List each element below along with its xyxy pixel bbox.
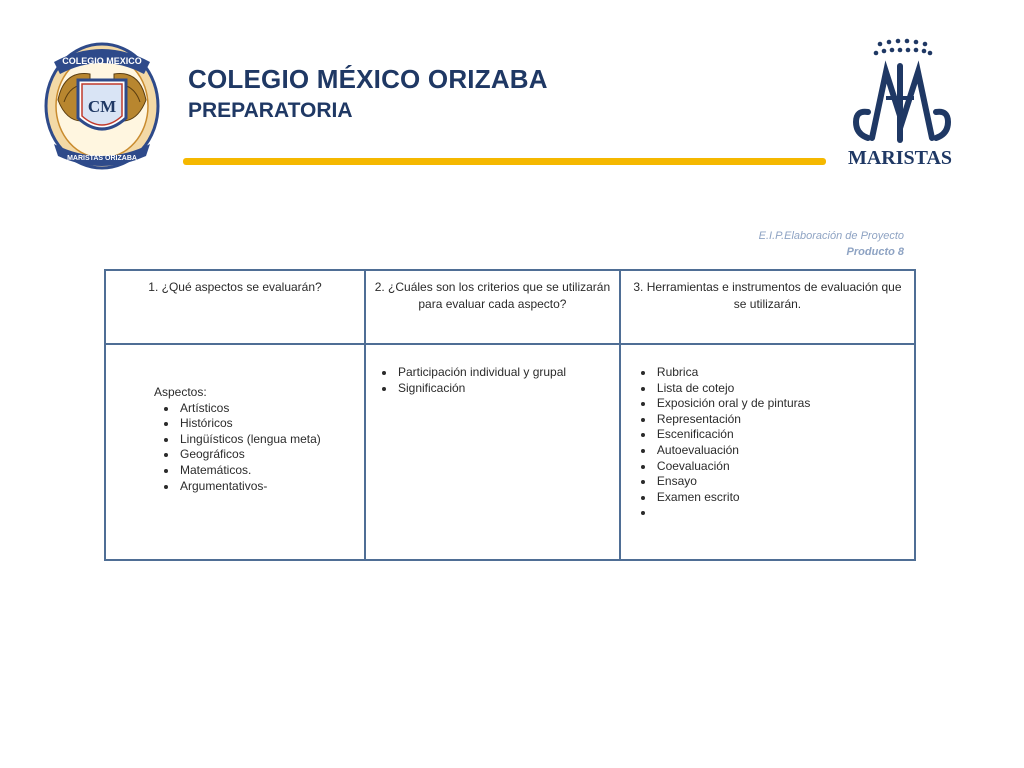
- criteria-list: [374, 365, 611, 396]
- maristas-logo: [842, 38, 966, 172]
- table-header-row: [105, 270, 915, 344]
- list-item: • Significación: [396, 381, 611, 397]
- list-item: • Artísticos: [178, 401, 356, 417]
- list-item: • Participación individual y grupal: [396, 365, 611, 381]
- header-title-block: [188, 64, 548, 124]
- list-item: [655, 505, 906, 521]
- header-cell-aspects: 1. ¿Qué aspectos se evaluarán?: [105, 270, 365, 344]
- list-item: • Ensayo: [655, 474, 906, 490]
- evaluation-table: [104, 269, 916, 561]
- document-header-line1: E.I.P.Elaboración de Proyecto: [758, 230, 904, 242]
- list-item: • Representación: [655, 412, 906, 428]
- list-item: • Geográficos: [178, 447, 356, 463]
- list-item: • Rubrica: [655, 365, 906, 381]
- document-header: [759, 228, 904, 260]
- cell-instruments: [620, 344, 915, 560]
- colegio-mexico-crest-logo: [44, 40, 160, 170]
- list-item: • Examen escrito: [655, 490, 906, 506]
- header-cell-instruments: 3. Herramientas e instrumentos de evaluación que se utilizarán.: [620, 270, 915, 344]
- instruments-list: [629, 365, 906, 521]
- title-underline-rule: [183, 158, 826, 165]
- list-item: • Históricos: [178, 416, 356, 432]
- list-item: • Exposición oral y de pinturas: [655, 396, 906, 412]
- aspects-intro: Aspectos:: [154, 385, 207, 399]
- svg-text:COLEGIO MEXICO: COLEGIO MEXICO: [62, 56, 142, 66]
- cell-aspects: [105, 344, 365, 560]
- svg-text:MARISTAS: MARISTAS: [847, 147, 953, 169]
- list-item: • Lista de cotejo: [655, 381, 906, 397]
- svg-text:MARISTAS ORIZABA: MARISTAS ORIZABA: [67, 155, 137, 162]
- table-row: [105, 344, 915, 560]
- list-item: • Lingüísticos (lengua meta): [178, 432, 356, 448]
- header-cell-criteria: 2. ¿Cuáles son los criterios que se utilizarán para evaluar cada aspecto?: [365, 270, 620, 344]
- aspects-list: [154, 401, 356, 495]
- page-subtitle: PREPARATORIA: [188, 99, 353, 122]
- cell-criteria: [365, 344, 620, 560]
- svg-text:CM: CM: [87, 97, 117, 116]
- page-title: COLEGIO MÉXICO ORIZABA: [188, 64, 548, 94]
- list-item: • Matemáticos.: [178, 463, 356, 479]
- list-item: • Argumentativos-: [178, 479, 356, 495]
- document-header-line2: Producto 8: [846, 246, 904, 258]
- list-item: • Escenificación: [655, 427, 906, 443]
- list-item: • Coevaluación: [655, 459, 906, 475]
- list-item: • Autoevaluación: [655, 443, 906, 459]
